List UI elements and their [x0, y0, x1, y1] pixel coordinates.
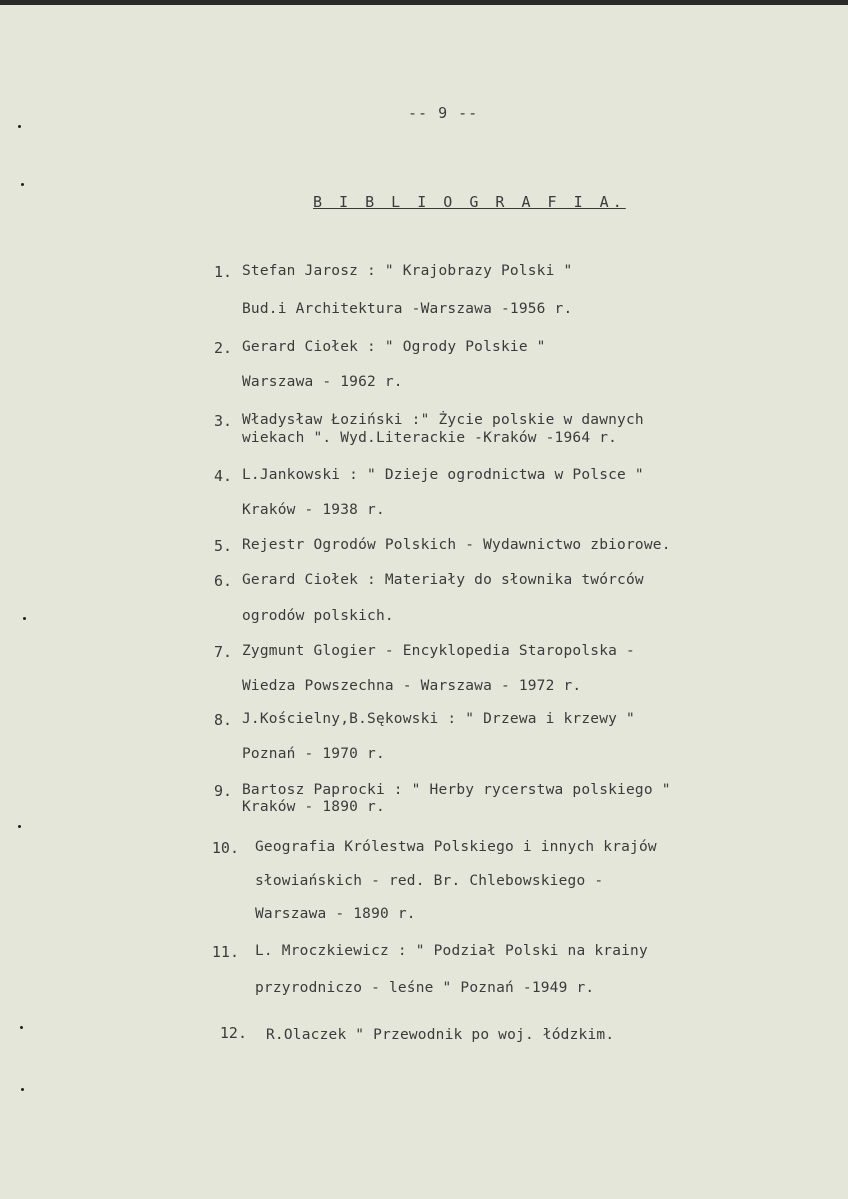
entry-line: Warszawa - 1962 r. — [242, 374, 403, 390]
margin-speck — [20, 1026, 23, 1029]
entry-line: słowiańskich - red. Br. Chlebowskiego - — [255, 873, 604, 889]
entry-line: Kraków - 1890 r. — [242, 799, 385, 815]
page-number: -- 9 -- — [408, 104, 479, 122]
entry-line: Rejestr Ogrodów Polskich - Wydawnictwo zbiorowe. — [242, 537, 671, 553]
entry-line: Bud.i Architektura -Warszawa -1956 r. — [242, 301, 573, 317]
entry-line: L. Mroczkiewicz : " Podział Polski na krainy — [255, 943, 648, 959]
entry-number: 4. — [213, 467, 232, 485]
page-top-edge — [0, 0, 848, 5]
entry-line: ogrodów polskich. — [242, 608, 394, 624]
entry-line: Gerard Ciołek : " Ogrody Polskie " — [242, 339, 546, 355]
entry-line: Kraków - 1938 r. — [242, 502, 385, 518]
margin-speck — [21, 183, 24, 186]
margin-speck — [18, 125, 21, 128]
entry-line: Wiedza Powszechna - Warszawa - 1972 r. — [242, 678, 582, 694]
entry-line: przyrodniczo - leśne " Poznań -1949 r. — [255, 980, 595, 996]
entry-number: 9. — [213, 782, 232, 800]
entry-line: Warszawa - 1890 r. — [255, 906, 416, 922]
entry-number: 7. — [213, 643, 232, 661]
entry-number: 3. — [213, 412, 232, 430]
entry-line: J.Kościelny,B.Sękowski : " Drzewa i krzewy " — [242, 711, 635, 727]
entry-line: Stefan Jarosz : " Krajobrazy Polski " — [242, 263, 573, 279]
margin-speck — [18, 825, 21, 828]
entry-line: Bartosz Paprocki : " Herby rycerstwa polskiego " — [242, 782, 671, 798]
entry-number: 12. — [219, 1024, 247, 1042]
entry-line: Poznań - 1970 r. — [242, 746, 385, 762]
margin-speck — [23, 617, 26, 620]
entry-number: 8. — [213, 711, 232, 729]
entry-number: 10. — [211, 839, 239, 857]
margin-speck — [21, 1088, 24, 1091]
entry-number: 1. — [213, 263, 232, 281]
entry-line: Geografia Królestwa Polskiego i innych krajów — [255, 839, 657, 855]
entry-line: Władysław Łoziński :" Życie polskie w dawnych — [242, 412, 644, 428]
bibliography-heading: B I B L I O G R A F I A. — [313, 193, 626, 211]
entry-number: 6. — [213, 572, 232, 590]
entry-line: Gerard Ciołek : Materiały do słownika twórców — [242, 572, 644, 588]
entry-line: wiekach ". Wyd.Literackie -Kraków -1964 r. — [242, 430, 618, 446]
entry-number: 5. — [213, 537, 232, 555]
entry-number: 2. — [213, 339, 232, 357]
entry-line: Zygmunt Glogier - Encyklopedia Staropolska - — [242, 643, 635, 659]
entry-number: 11. — [211, 943, 239, 961]
entry-line: L.Jankowski : " Dzieje ogrodnictwa w Polsce " — [242, 467, 644, 483]
entry-line: R.Olaczek " Przewodnik po woj. łódzkim. — [266, 1027, 615, 1043]
